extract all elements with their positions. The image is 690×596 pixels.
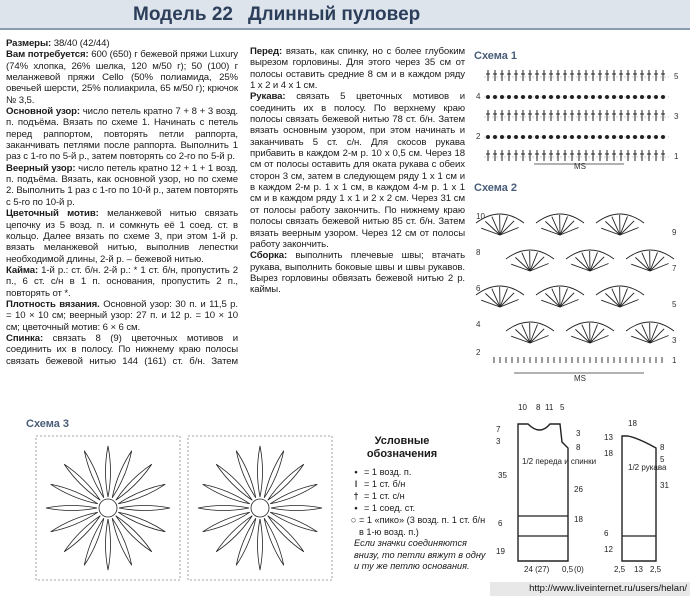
fan-pattern-para: Веерный узор: число петель кратно 12 + 1 + 1 возд. п. подъёма. Вязать, как основной узор, но по схеме 2. Выполнить 1 раз с 1-го по 10-й р., затем повторять с 5-го по 10-й р. [6,162,238,208]
s1-chain [620,96,623,99]
s1-chain [536,96,539,99]
sleeve-bottom-left-b: 12 [604,545,613,554]
model-number: Модель 22 [133,4,233,25]
s2-fan-stitch [650,257,664,271]
legend-item-picot: ○ = 1 «пико» (3 возд. п. 1 ст. б/н в 1-ю возд. п.) [350,515,486,537]
front-right-d: 18 [574,515,583,524]
front-right-c: 26 [574,485,583,494]
s2-fan-stitch [485,293,500,307]
pattern-drawings [488,396,688,581]
need-para: Вам потребуется: 600 (650) г бежевой пряжи Luxury (74% хлопка, 26% шелка, 120 м/50 г); 50 (100) г меланжевой пряжи Cello (50% полиамида, 25% овечьей шерсти, 25% полиакрила, 65 м/50 г); крючок № 3,5. [6,49,238,106]
front-mid: 35 [498,471,507,480]
flower-center [251,499,269,517]
s1-chain [648,96,651,99]
s2-fan-stitch [560,293,574,307]
s2-fan-stitch [575,257,590,271]
s1-chain [585,96,588,99]
model-title: Длинный пуловер [248,4,421,25]
sleeve-top: 18 [628,419,637,428]
front-bottom-a: 24 (27) [524,565,550,574]
flower-center [99,499,117,517]
sleeve-right-a: 8 [660,443,665,452]
s1-chain [662,136,665,139]
flower-motif-para: Цветочный мотив: меланжевой нитью связать цепочку из 5 возд. п. и сомкнуть её 1 соед. ст. в кольцо. Далее вязать по схеме 3, при этом 1-й р. вязать меланжевой нитью, выполнив лепестки необходимой длины, 2-й р. – бежевой нитью. [6,208,239,265]
front-top-a: 10 [518,403,527,412]
s1-chain [627,136,630,139]
sleeve-right-b: 5 [660,455,665,464]
s1-chain [599,136,602,139]
s1-chain [564,96,567,99]
s1-ms: MS [574,162,586,171]
s1-row-5: 5 [674,72,679,81]
front-piece-label: 1/2 переда и спинки [522,457,597,466]
s2-fan-stitch [635,329,650,343]
s1-chain [487,96,490,99]
s1-chain [606,96,609,99]
sleeve-bottom-b: 13 [634,565,643,574]
s2-fan-stitch [515,329,530,343]
sleeve-right-c: 31 [660,481,669,490]
s2-fan-stitch [590,257,604,271]
s2-fan-stitch [515,257,530,271]
front-right-b: 8 [576,443,581,452]
schema-1-chart [474,62,686,172]
front-side-a: 7 [496,425,501,434]
front-para: Перед: вязать, как спинку, но с более глубоким вырезом горловины. Для этого через 35 см от полосы оставить средние 8 см и в каждом ряду 1 х 2 и 4 х 1 см. [250,46,465,92]
schema-2-title: Схема 2 [474,182,518,194]
s1-chain [515,96,518,99]
s1-row-3: 3 [674,112,679,121]
s1-chain [501,136,504,139]
s1-chain [515,136,518,139]
flower-petal [258,519,263,570]
flower-petal [198,506,249,511]
source-url[interactable]: http://www.liveinternet.ru/users/helan/ [490,582,690,596]
front-top-d: 5 [560,403,565,412]
s2-fan-stitch [575,329,590,343]
sleeve-piece-label: 1/2 рукава [628,463,667,472]
s2-fan-stitch [620,293,634,307]
s1-chain [522,136,525,139]
s1-chain [543,96,546,99]
s2-fan-stitch [545,293,560,307]
schema-3-title: Схема 3 [26,418,70,430]
s1-chain [529,96,532,99]
s1-chain [592,136,595,139]
s1-chain [655,96,658,99]
s1-chain [557,136,560,139]
legend-note: Если значки соединяются внизу, то петли вяжут в одну и ту же петлю основания. [354,538,486,571]
flower-petal [258,446,263,497]
flower-petal [106,446,111,497]
s1-chain [592,96,595,99]
flower-petal [271,506,322,511]
legend-item-sc: ǀ = 1 ст. б/н [354,479,406,489]
front-bottom-left-a: 6 [498,519,503,528]
s1-chain [557,96,560,99]
sleeve-bottom-a: 2,5 [614,565,626,574]
s2-row-1: 1 [672,356,677,365]
s2-row-2: 2 [476,348,481,357]
s1-chain [606,136,609,139]
s1-row-4: 4 [476,92,481,101]
legend-item-chain: • = 1 возд. п. [354,467,412,477]
s1-chain [578,136,581,139]
s1-chain [613,136,616,139]
base-pattern-para: Основной узор: число петель кратно 7 + 8 + 3 возд. п. подъёма. Вязать по схеме 1. Начинать с петель перед раппортом, повторять петли раппорта, заканчивать петлями после раппорта. Выполнить 1 раз с 1-го по 5-й р., затем повторять со 2-го по 5-й р. [6,106,238,163]
front-top-b: 8 [536,403,541,412]
flower-petal [46,506,97,511]
front-bottom-b: 0,5 [562,565,574,574]
s1-chain [662,96,665,99]
s1-chain [641,96,644,99]
s2-fan-stitch [605,293,620,307]
s1-chain [599,96,602,99]
s1-row-1: 1 [674,152,679,161]
s1-chain [536,136,539,139]
s2-fan-stitch [620,221,634,235]
s2-fan-stitch [500,221,514,235]
s1-chain [613,96,616,99]
s2-fan-stitch [650,329,664,343]
legend-title: Условные обозначения [366,435,438,460]
edge-para: Кайма: 1-й р.: ст. б/н. 2-й р.: * 1 ст. б/н, пропустить 2 п., 6 ст. с/н в 1 п. основания, пропустить 2 п., повторять от *. [6,264,238,299]
front-side-b: 3 [496,437,501,446]
s2-fan-stitch [635,257,650,271]
legend [348,466,488,571]
s1-chain [522,96,525,99]
s2-fan-stitch [530,329,544,343]
s2-fan-stitch [605,221,620,235]
density-para: Плотность вязания. Основной узор: 30 п. и 11,5 р. = 10 × 10 см; веерный узор: 27 п. и 12 р. = 10 × 10 см; цветочный мотив: 6 × 6 см. [6,298,238,333]
s1-chain [501,96,504,99]
legend-item-dc: † = 1 ст. с/н [353,491,405,501]
s1-chain [487,136,490,139]
s1-chain [648,136,651,139]
s2-fan-stitch [545,221,560,235]
s1-chain [571,96,574,99]
sleeve-left-b: 18 [604,449,613,458]
s1-chain [550,96,553,99]
s2-row-3: 3 [672,336,677,345]
s2-fan-stitch [485,221,500,235]
s1-chain [571,136,574,139]
s1-chain [508,136,511,139]
sleeve-bottom-left-a: 6 [604,529,609,538]
s1-chain [494,136,497,139]
sleeve-bottom-c: 2,5 [650,565,662,574]
flower-petal [106,519,111,570]
s1-chain [550,136,553,139]
front-bottom-left-b: 19 [496,547,505,556]
s2-row-6: 6 [476,284,481,293]
flower-petal [119,506,170,511]
s1-chain [564,136,567,139]
s2-fan-stitch [530,257,544,271]
back-para: Спинка: связать 8 (9) цветочных мотивов и соединить их в полосу. По нижнему краю полосы связать бежевой нитью 144 (161) ст. б/н. Затем [6,332,238,367]
s1-chain [508,96,511,99]
sleeve-left-a: 13 [604,433,613,442]
s2-row-9: 9 [672,228,677,237]
sizes-para: Размеры: 38/40 (42/44) [6,38,110,49]
s1-chain [529,136,532,139]
s1-chain [655,136,658,139]
text-column-1 [6,38,238,367]
page-header [0,0,690,30]
s1-chain [585,136,588,139]
s2-ms: MS [574,374,586,383]
sleeve-para: Рукава: связать 5 цветочных мотивов и соединить их в полосу. По верхнему краю полосы связать бежевой нитью 78 ст. б/н. Затем вязать основным узором, при этом начинать и заканчивать 5 ст. с/н. Для скосов рукава прибавить в каждом 2-м р. 10 х 0,5 см. Через 18 см от полосы оставить для оката рукава с обеих сторон 3 см, затем в следующем ряду 1 х 1 см и в каждом 2-м р. 1 х 1 см, в каждом 4-м р. 1 х 1 см и в каждом ряду 1 х 1 и 2 х 2 см. Через 31 см от полосы работу закончить. По нижнему краю полосы связать бежевой нитью 85 ст. б/н. Затем вязать веерным узором. Через 12 см от полосы работу закончить. [250,91,465,250]
s2-row-8: 8 [476,248,481,257]
s1-chain [543,136,546,139]
s2-fan-stitch [590,329,604,343]
text-column-2 [250,46,465,296]
legend-item-slst: • = 1 соед. ст. [354,503,416,513]
s1-chain [620,136,623,139]
s1-chain [634,136,637,139]
schema-2-chart [474,195,686,385]
s2-fan-stitch [560,221,574,235]
s2-row-4: 4 [476,320,481,329]
s1-chain [627,96,630,99]
s2-row-7: 7 [672,264,677,273]
front-top-c: 11 [545,403,554,412]
s2-fan-stitch [500,293,514,307]
schema-1-title: Схема 1 [474,50,518,62]
s1-chain [634,96,637,99]
front-right-a: 3 [576,429,581,438]
s1-row-2: 2 [476,132,481,141]
s2-row-10: 10 [476,212,485,221]
s1-chain [494,96,497,99]
assembly-para: Сборка: выполнить плечевые швы; втачать рукава, выполнить боковые швы и швы рукавов. Вырез горловины обвязать бежевой нитью 2 р. каймы. [250,250,465,296]
schema-3-chart [22,432,342,596]
front-bottom-c: (0) [574,565,584,574]
s1-chain [641,136,644,139]
s2-row-5: 5 [672,300,677,309]
s1-chain [578,96,581,99]
